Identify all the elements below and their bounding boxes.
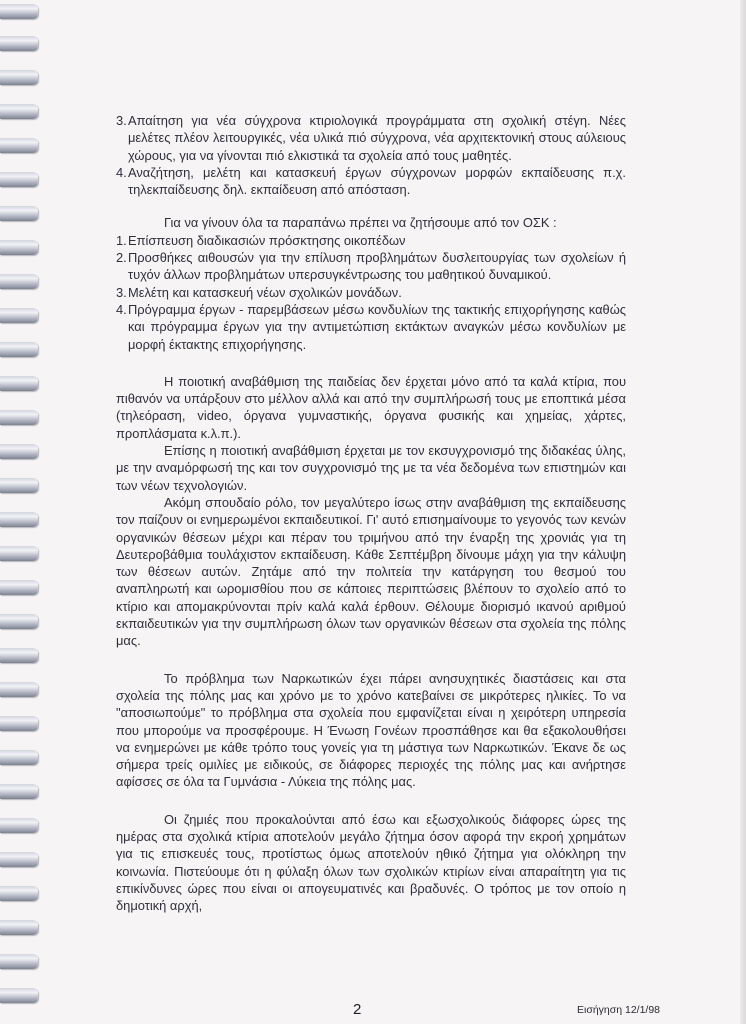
binding-ring: [0, 580, 38, 595]
binding-ring: [0, 206, 38, 221]
binding-ring: [0, 444, 38, 459]
paragraph-damages: Οι ζημιές που προκαλούνται από έσω και εξωσχολικούς διάφορες ώρες της ημέρας στα σχολικά κτίρια αποτελούν μεγάλο ζήτημα όσον αφορά την εκροή χρημάτων για τις επισκευές τους, προτίστως όμως αποτελούν ηθικό ζήτημα για ολόκληρη την κοινωνία. Πιστεύουμε ότι η φύλαξη όλων των σχολικών κτιρίων είναι απαραίτητη για τις επικίνδυνες ώρες που είναι οι απογευματινές και βραδυνές. Ο τρόπος με τον οποίο η δημοτική αρχή,: [116, 811, 626, 914]
binding-ring: [0, 342, 38, 357]
list-item-text: Απαίτηση για νέα σύγχρονα κτιριολογικά προγράμματα στη σχολική στέγη. Νέες μελέτες πλέον λειτουργικές, νέα υλικά πιό σύγχρονα, νέα αρχιτεκτονική στους αύλειους χώρους, για να γίνονται πιό ελκιστικά τα σχολεία από τους μαθητές.: [128, 113, 626, 163]
list-number: 2.: [116, 250, 127, 266]
list-number: 3.: [116, 113, 127, 128]
binding-ring: [0, 274, 38, 289]
binding-ring: [0, 648, 38, 663]
page-number: 2: [353, 1001, 362, 1018]
list-item-text: Επίσπευση διαδικασιών πρόσκτησης οικοπέδων: [128, 232, 406, 248]
paragraph-quality-curriculum: Επίσης η ποιοτική αναβάθμιση έρχεται με τον εκσυγχρονισμό της διδακέας ύλης, με την αναμόρφωσή της και τον συγχρονισμό της με τα νέα δεδομένα των επιστημών και των νέων τεχνολογιών.: [116, 443, 626, 493]
binding-ring: [0, 240, 38, 255]
binding-ring: [0, 750, 38, 765]
binding-ring: [0, 4, 38, 19]
list-item: [116, 301, 626, 353]
osk-intro-text: Για να γίνουν όλα τα παραπάνω πρέπει να ζητήσουμε από τον ΟΣΚ :: [164, 215, 557, 231]
binding-ring: [0, 138, 38, 153]
binding-ring: [0, 988, 38, 1003]
binding-ring: [0, 954, 38, 969]
binding-ring: [0, 784, 38, 799]
list-item: [116, 284, 626, 301]
list-item-text: Αναζήτηση, μελέτη και κατασκευή έργων σύγχρονων μορφών εκπαίδευσης π.χ. τηλεκπαίδευσης δηλ. εκπαίδευση από απόσταση.: [128, 164, 626, 198]
binding-ring: [0, 172, 38, 187]
paragraph-quality-teachers: Ακόμη σπουδαίο ρόλο, τον μεγαλύτερο ίσως στην αναβάθμιση της εκπαίδευσης τον παίζουν οι ενημερωμένοι εκπαιδευτικοί. Γι' αυτό επισημαίνουμε το γεγονός των κενών οργανικών θέσεων μέχρι και πέραν του τριμήνου από την έναρξη της χρονιάς για τη Δευτεροβάθμια τουλάχιστον εκπαίδευση. Κάθε Σεπτέμβρη δίνουμε μάχη για την κάλυψη των θέσεων αυτών. Ζητάμε από την πολιτεία την κατάργηση του θεσμού του αναπληρωτή και ωρομισθίου που σε κάποιες περιπτώσεις βλέπουν το σχολείο από το κτίριο και απομακρύνονται πρίν καλά καλά έρθουν. Θέλουμε διορισμό ικανού αριθμού εκπαιδευτικών για την συμπλήρωση όλων των οργανικών θέσεων στα σχολεία της πόλης μας.: [116, 494, 626, 649]
document-body: [116, 112, 626, 914]
list-number: 4.: [116, 164, 127, 180]
page-footer-date: Εισήγηση 12/1/98: [577, 1004, 661, 1016]
list-item: [116, 112, 626, 164]
binding-ring: [0, 36, 38, 51]
binding-ring: [0, 682, 38, 697]
list-number: 1.: [116, 232, 127, 248]
list-item-text: Προσθήκες αιθουσών για την επίλυση προβλημάτων δυσλειτουργίας των σχολείων ή τυχόν άλλων προβλημάτων υπερσυγκέντρωσης του μαθητικού δυναμικού.: [128, 250, 626, 283]
binding-ring: [0, 376, 38, 391]
paragraph-quality-buildings: Η ποιοτική αναβάθμιση της παιδείας δεν έρχεται μόνο από τα καλά κτίρια, που πιθανόν να υπάρξουν στο μέλλον αλλά και από την συμπλήρωσή τους με εποπτικά μέσα (τηλεόραση, video, όργανα γυμναστικής, όργανα φυσικής και χημείας, χάρτες, προπλάσματα κ.λ.π.).: [116, 373, 626, 441]
list-item-text: Πρόγραμμα έργων - παρεμβάσεων μέσω κονδυλίων της τακτικής επιχορήγησης καθώς και πρόγραμμα έργων για την αντιμετώπιση εκτάκτων αναγκών μέσω κονδυλίων με μορφή έκτακτης επιχορήγησης.: [128, 301, 626, 352]
page-edge-shadow: [740, 0, 746, 1024]
binding-ring: [0, 614, 38, 629]
spiral-binding: [0, 0, 48, 1024]
binding-ring: [0, 546, 38, 561]
list-item-text: Μελέτη και κατασκευή νέων σχολικών μονάδων.: [128, 284, 402, 300]
osk-requests-list: [116, 232, 626, 353]
binding-ring: [0, 410, 38, 425]
binding-ring: [0, 920, 38, 935]
binding-ring: [0, 512, 38, 527]
list-number: 3.: [116, 284, 127, 300]
binding-ring: [0, 478, 38, 493]
list-item: [116, 249, 626, 284]
binding-ring: [0, 308, 38, 323]
binding-ring: [0, 716, 38, 731]
paragraph-drugs: Το πρόβλημα των Ναρκωτικών έχει πάρει ανησυχητικές διαστάσεις και στα σχολεία της πόλης μας και χρόνο με το χρόνο κατεβαίνει σε μικρότερες ηλικίες. Το να "αποσιωπούμε" το πρόβλημα στα σχολεία που εμφανίζεται είναι η χειρότερη υπηρεσία που μπορούμε να προσφέρουμε. Η Ένωση Γονέων προσπάθησε και θα εξακολουθήσει να ενημερώνει με κάθε τρόπο τους γονείς για τη μάστιγα των Ναρκωτικών. Έκανε δε ως σήμερα τρείς ομιλίες με ειδικούς, σε διάφορες περιοχές της πόλης μας και ανήρτησε αφίσσες σε όλα τα Γυμνάσια - Λύκεια της πόλης μας.: [116, 670, 626, 790]
list-item: [116, 164, 626, 199]
list-item: [116, 232, 626, 249]
binding-ring: [0, 886, 38, 901]
binding-ring: [0, 104, 38, 119]
binding-ring: [0, 818, 38, 833]
binding-ring: [0, 852, 38, 867]
binding-ring: [0, 70, 38, 85]
list-number: 4.: [116, 301, 127, 317]
requirements-list-continued: [116, 112, 626, 198]
